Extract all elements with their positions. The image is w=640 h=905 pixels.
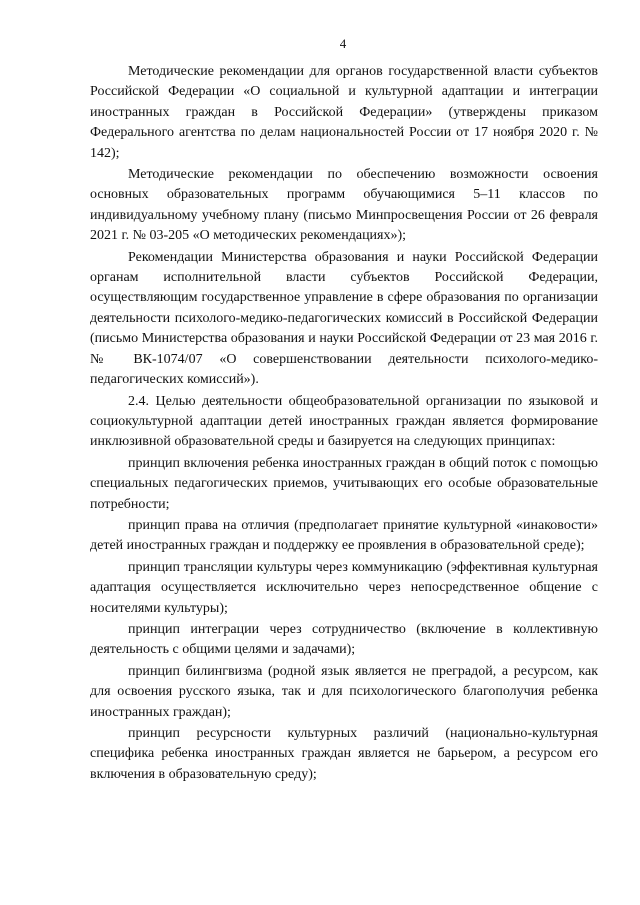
paragraph-ethnic-affairs-recommendations: Методические рекомендации для органов государственной власти субъектов Российской Федерации «О социальной и культурной адаптации и интеграции иностранных граждан в Российской Федерации» (утверждены приказом Федерального агентства по делам национальностей России от 17 ноября 2020 г. № 142); <box>90 64 598 161</box>
principle-inclusion: принцип включения ребенка иностранных граждан в общий поток с помощью специальных педагогических приемов, учитывающих его особые образовательные потребности; <box>90 455 598 512</box>
paragraph-section-2-4: 2.4. Целью деятельности общеобразовательной организации по языковой и социокультурной адаптации детей иностранных граждан является формирование инклюзивной образовательной среды и базируется на следующих принципах: <box>90 393 598 450</box>
principle-bilingualism: принцип билингвизма (родной язык является не преградой, а ресурсом, как для освоения русского языка, так и для психологического благополучия ребенка иностранных граждан); <box>90 663 598 720</box>
principle-integration: принцип интеграции через сотрудничество (включение в коллективную деятельность с общими целями и задачами); <box>90 621 598 658</box>
document-body <box>90 62 598 785</box>
page-number: 4 <box>339 36 347 51</box>
principle-culture-transmission: принцип трансляции культуры через коммуникацию (эффективная культурная адаптация осуществляется исключительно через непосредственное общение с носителями культуры); <box>90 559 598 616</box>
paragraph-individual-plan-recommendations: Методические рекомендации по обеспечению возможности освоения основных образовательных программ обучающимися 5–11 классов по индивидуальному учебному плану (письмо Минпросвещения России от 26 февраля 2021 г. № 03-205 «О методических рекомендациях»); <box>90 167 598 244</box>
principle-right-to-differ: принцип права на отличия (предполагает принятие культурной «инаковости» детей иностранных граждан и поддержку ее проявления в образовательной среде); <box>90 517 598 554</box>
paragraph-pmpk-recommendations: Рекомендации Министерства образования и науки Российской Федерации органам исполнительной власти субъектов Российской Федерации, осуществляющим государственное управление в сфере образования по организации деятельности психолого-медико-педагогических комиссий в Российской Федерации (письмо Министерства образования и науки Российской Федерации от 23 мая 2016 г. № ВК-1074/07 «О совершенствовании деятельности психолого-медико-педагогических комиссий»). <box>90 249 598 388</box>
principle-cultural-resources: принцип ресурсности культурных различий (национально-культурная специфика ребенка иностранных граждан является не барьером, а ресурсом его включения в образовательную среду); <box>90 726 598 782</box>
